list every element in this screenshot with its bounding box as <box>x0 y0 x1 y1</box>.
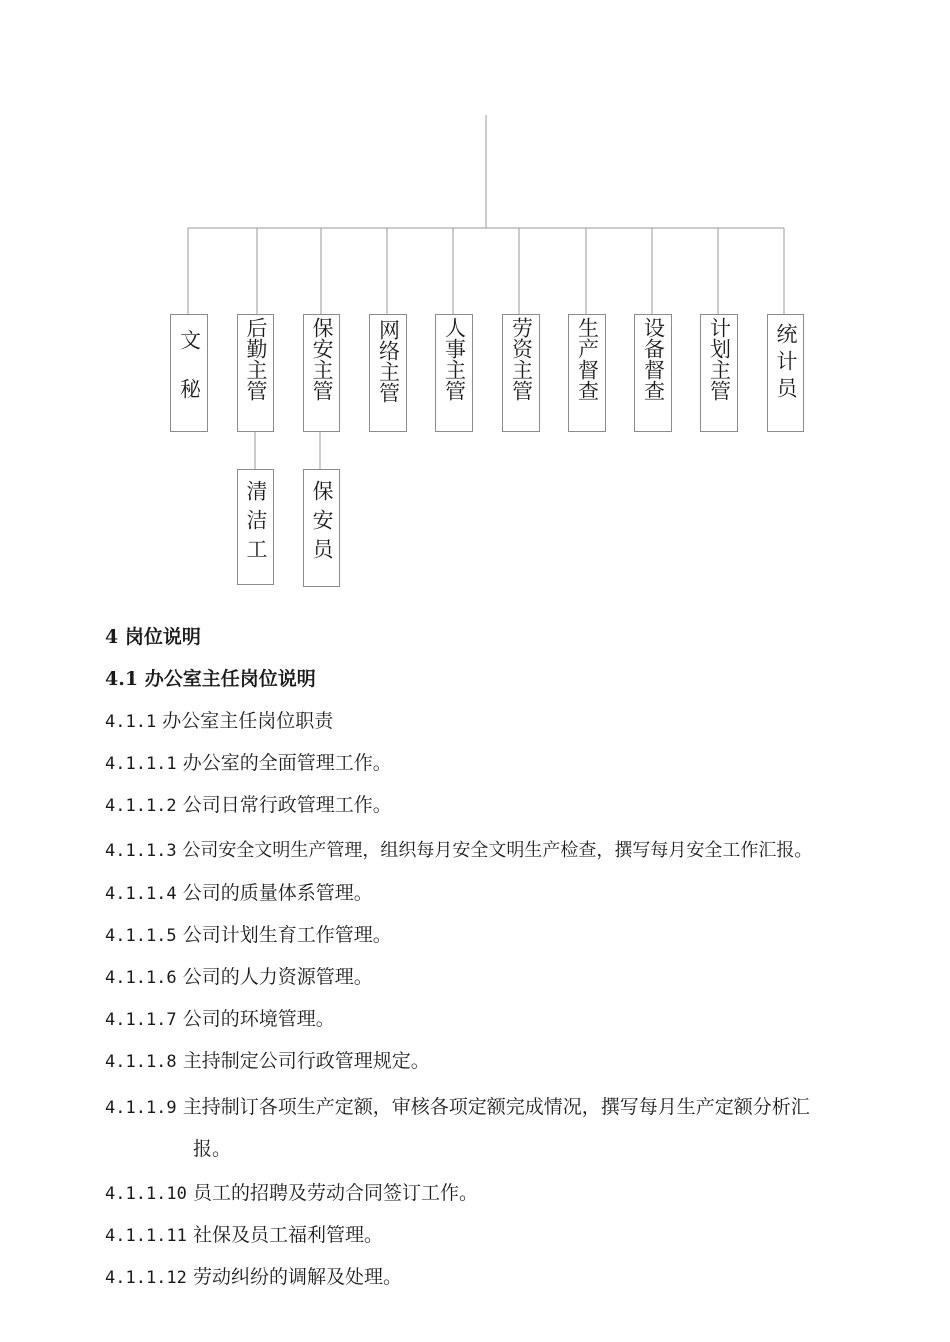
item-text: 办公室的全面管理工作。 <box>182 752 392 774</box>
subsection-heading <box>105 664 316 691</box>
list-item <box>105 1220 383 1247</box>
org-box-laozi <box>502 314 540 432</box>
item-text: 报。 <box>193 1138 232 1160</box>
org-box-wangluo <box>369 314 407 432</box>
org-chart-connectors <box>0 0 950 600</box>
org-box-label: 文秘 <box>177 329 202 427</box>
item-text: 公司日常行政管理工作。 <box>182 794 392 816</box>
section-heading <box>105 622 201 649</box>
item-number: 4.1.1.4 <box>105 884 177 904</box>
item-text: 劳动纠纷的调解及处理。 <box>192 1266 402 1288</box>
item-number: 4.1.1.10 <box>105 1184 187 1204</box>
org-box-baoan <box>303 314 340 432</box>
list-item <box>105 836 812 862</box>
org-box-wenmi <box>170 314 208 432</box>
item-text: 员工的招聘及劳动合同签订工作。 <box>192 1182 478 1204</box>
item-number: 4.1.1.7 <box>105 1010 177 1030</box>
org-box-jihua <box>700 314 738 432</box>
org-box-label: 劳资主管 <box>509 317 534 401</box>
item-number: 4.1.1.9 <box>105 1098 177 1118</box>
item-text: 公司安全文明生产管理，组织每月安全文明生产检查，撰写每月安全工作汇报。 <box>182 840 813 861</box>
item-number: 4.1.1.11 <box>105 1226 187 1246</box>
org-box-renshi <box>435 314 473 432</box>
org-box-baoanyuan <box>303 469 340 587</box>
section-title: 办公室主任岗位职责 <box>162 710 334 732</box>
org-box-shebei <box>634 314 672 432</box>
item-number: 4.1.1.6 <box>105 968 177 988</box>
item-number: 4.1.1.8 <box>105 1052 177 1072</box>
org-box-label: 网络主管 <box>376 319 401 403</box>
item-text: 主持制定公司行政管理规定。 <box>182 1050 430 1072</box>
list-item <box>105 748 392 775</box>
list-item <box>105 1092 810 1119</box>
org-box-label: 后勤主管 <box>244 317 268 401</box>
subsubsection-heading <box>105 706 333 733</box>
section-number: 4.1.1 <box>105 712 157 732</box>
item-number: 4.1.1.12 <box>105 1268 187 1288</box>
org-box-qingjie <box>237 469 274 585</box>
list-item <box>105 920 392 947</box>
org-box-label: 计划主管 <box>707 317 732 401</box>
item-number: 4.1.1.3 <box>105 841 177 861</box>
org-box-label: 生产督查 <box>575 317 600 401</box>
org-box-label: 保安员 <box>310 480 334 567</box>
list-item-continuation <box>193 1134 231 1161</box>
org-box-houqin <box>237 314 274 432</box>
org-chart <box>0 0 950 600</box>
org-box-label: 统计员 <box>774 323 798 404</box>
item-number: 4.1.1.5 <box>105 926 177 946</box>
list-item <box>105 1262 402 1289</box>
list-item <box>105 878 373 905</box>
section-number: 4.1 <box>105 668 139 690</box>
item-text: 主持制订各项生产定额，审核各项定额完成情况，撰写每月生产定额分析汇 <box>182 1096 810 1118</box>
org-box-shengchan <box>568 314 606 432</box>
item-text: 公司的质量体系管理。 <box>182 882 373 904</box>
list-item <box>105 1178 478 1205</box>
section-number: 4 <box>105 626 119 648</box>
item-text: 公司的环境管理。 <box>182 1008 335 1030</box>
item-text: 社保及员工福利管理。 <box>192 1224 383 1246</box>
section-title: 办公室主任岗位说明 <box>144 668 316 690</box>
org-box-label: 设备督查 <box>641 317 666 401</box>
item-text: 公司的人力资源管理。 <box>182 966 373 988</box>
org-box-tongji <box>767 314 804 432</box>
item-number: 4.1.1.1 <box>105 754 177 774</box>
item-text: 公司计划生育工作管理。 <box>182 924 392 946</box>
list-item <box>105 962 373 989</box>
list-item <box>105 790 392 817</box>
item-number: 4.1.1.2 <box>105 796 177 816</box>
org-box-label: 人事主管 <box>442 317 467 401</box>
list-item <box>105 1046 430 1073</box>
section-title: 岗位说明 <box>124 626 201 648</box>
list-item <box>105 1004 335 1031</box>
org-box-label: 保安主管 <box>310 317 334 401</box>
org-box-label: 清洁工 <box>244 480 268 567</box>
